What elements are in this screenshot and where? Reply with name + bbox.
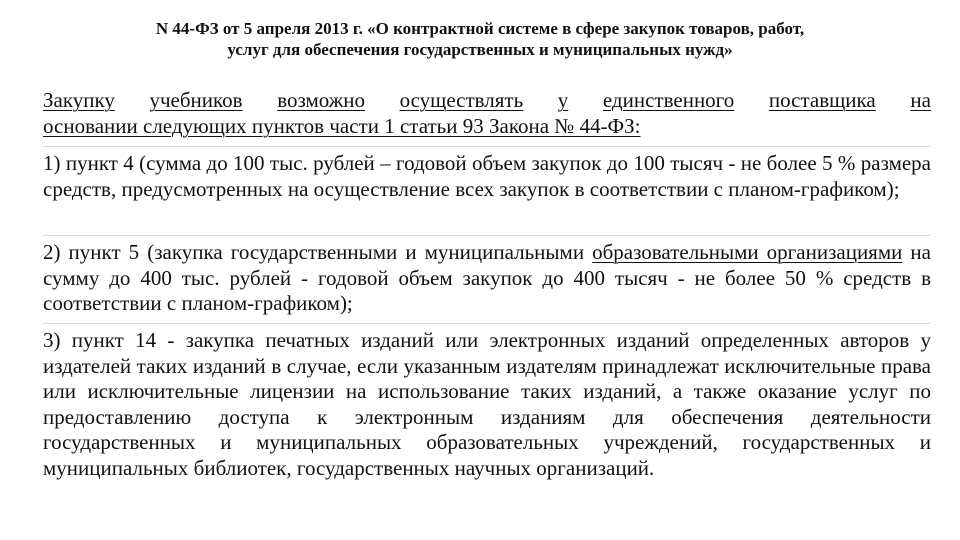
title-line-1: N 44-ФЗ от 5 апреля 2013 г. «О контрактной системе в сфере закупок товаров, работ,: [155, 19, 805, 38]
item-2-text-after: на сумму до 400 тыс. рублей - годовой объем закупок до 400 тысяч - не более 50 % средств в соответствии с планом-графиком);: [43, 240, 931, 315]
intro-word: на: [910, 88, 931, 112]
intro-line-1: [43, 88, 931, 114]
intro-paragraph: [43, 88, 931, 139]
intro-word: поставщика: [768, 88, 876, 112]
intro-word: учебников: [149, 88, 243, 112]
list-item-2: [43, 240, 931, 317]
intro-word: у: [557, 88, 569, 112]
intro-line-2: основании следующих пунктов части 1 статьи 93 Закона № 44-ФЗ:: [43, 113, 641, 138]
intro-word: возможно: [277, 88, 365, 112]
separator: [43, 323, 931, 324]
separator: [43, 235, 931, 236]
list-item-1: 1) пункт 4 (сумма до 100 тыс. рублей – годовой объем закупок до 100 тысяч - не более 5 % размера средств, предусмотренных на осуществление всех закупок в соответствии с планом-графиком);: [43, 151, 931, 201]
document-title: [60, 18, 900, 60]
item-2-underlined-text: образовательными организациями: [592, 240, 903, 264]
intro-word: единственного: [602, 88, 735, 112]
separator: [43, 146, 931, 147]
intro-word: Закупку: [43, 88, 115, 112]
intro-word: осуществлять: [399, 88, 524, 112]
title-line-2: услуг для обеспечения государственных и муниципальных нужд»: [227, 40, 733, 59]
item-2-text-before: 2) пункт 5 (закупка государственными и муниципальными: [43, 240, 593, 264]
list-item-3: 3) пункт 14 - закупка печатных изданий или электронных изданий определенных авторов у издателей таких изданий в случае, если указанным издателям принадлежат исключительные права или исключительные лицензии на использование таких изданий, а также оказание услуг по предоставлению доступа к электронным изданиям для обеспечения деятельности государственных и муниципальных образовательных учреждений, государственных и муниципальных библиотек, государственных научных организаций.: [43, 328, 931, 480]
